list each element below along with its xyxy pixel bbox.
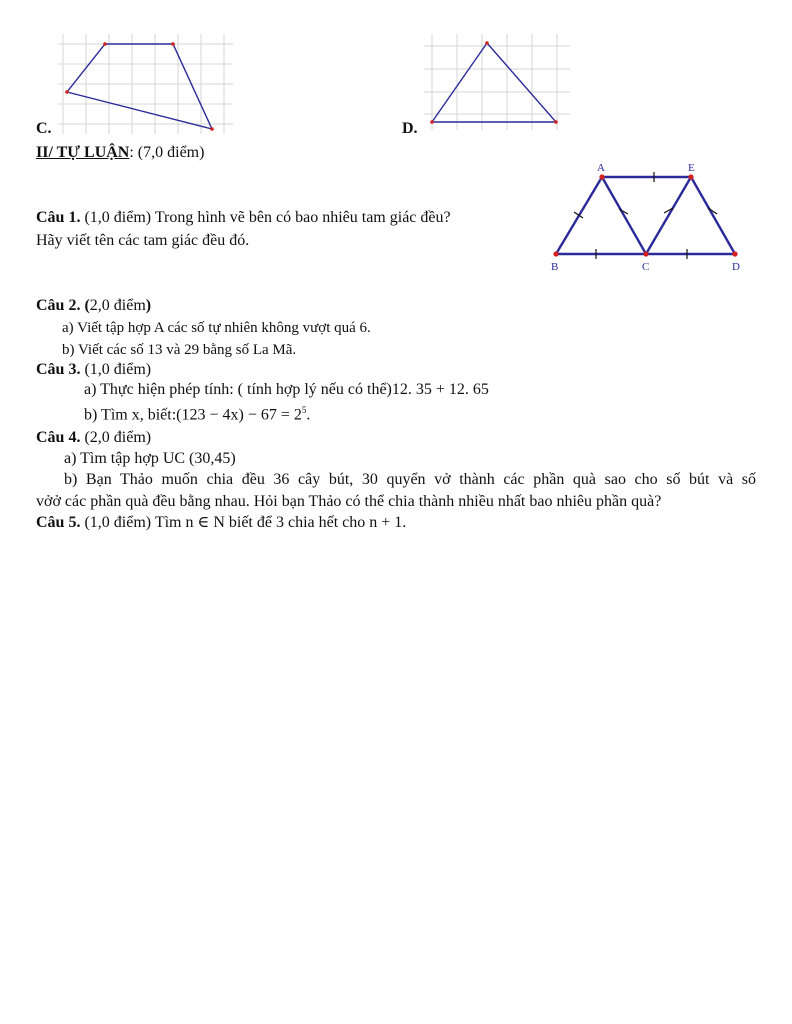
question-4-points: (2,0 điểm) <box>80 429 152 446</box>
question-5 <box>36 513 406 532</box>
segment-ed <box>691 177 735 254</box>
question-2a: a) Viết tập hợp A các số tự nhiên không vượt quá 6. <box>62 320 371 336</box>
label-d: D <box>732 261 740 273</box>
point-a <box>599 174 604 179</box>
question-4b-line1: b) Bạn Thảo muốn chia đều 36 cây bút, 30 quyển vở thành các phần quà sao cho số bút và số <box>64 471 756 488</box>
figure-option-c <box>58 34 238 134</box>
question-4a: a) Tìm tập hợp UC (30,45) <box>64 450 236 467</box>
quadrilateral <box>67 44 212 129</box>
option-d-label: D. <box>402 120 418 137</box>
label-c: C <box>642 261 650 273</box>
question-5-text: (1,0 điểm) Tìm n ∈ N biết để 3 chia hết cho n + 1. <box>80 514 407 531</box>
figure-option-d <box>424 34 570 130</box>
question-2: Câu 2. (2,0 điểm) <box>36 297 152 314</box>
question-3 <box>36 360 151 379</box>
label-a: A <box>597 162 605 174</box>
question-3b: b) Tìm x, biết:(123 − $4x) - 67 = 2^5$. <box>84 405 311 424</box>
segment-ac <box>602 177 646 254</box>
question-1-label: Câu 1. <box>36 209 81 226</box>
question-3a: a) Thực hiện phép tính: ( tính hợp lý nếu có thể)12. 35 + 12. 65 <box>84 381 489 398</box>
equation: (123 − 4x) − 67 = 2 <box>176 406 302 424</box>
question-3-points: (1,0 điểm) <box>80 361 152 378</box>
section-points: : (7,0 điểm) <box>129 144 205 161</box>
question-2-points: 2,0 điểm <box>89 297 146 314</box>
question-2b: b) Viết các số 13 và 29 bằng số La Mã. <box>62 342 297 358</box>
point-c <box>643 251 648 256</box>
segment-ec <box>646 177 691 254</box>
question-1-text: (1,0 điểm) Trong hình vẽ bên có bao nhiêu tam giác đều? <box>80 209 451 226</box>
section-heading <box>36 143 204 162</box>
section-title: II/ TỰ LUẬN <box>36 144 130 161</box>
label-e: E <box>688 162 695 174</box>
point-d <box>732 251 737 256</box>
point-e <box>688 174 693 179</box>
question-2-label: Câu 2. <box>36 297 81 314</box>
question-1-line2: Hãy viết tên các tam giác đều đó. <box>36 232 250 249</box>
question-4 <box>36 428 151 447</box>
question-4b-line2: vởở các phần quà đều bằng nhau. Hỏi bạn Thảo có thể chia thành nhiều nhất bao nhiêu phần quà? <box>36 493 662 510</box>
triangle <box>432 43 556 122</box>
question-3-label: Câu 3. <box>36 361 81 378</box>
question-5-label: Câu 5. <box>36 514 81 531</box>
question-1 <box>36 208 451 227</box>
option-c-label: C. <box>36 120 52 137</box>
equilateral-triangles-figure <box>545 158 745 276</box>
point-b <box>553 251 558 256</box>
exponent: 5 <box>301 405 307 415</box>
question-4-label: Câu 4. <box>36 429 81 446</box>
label-b: B <box>551 261 559 273</box>
